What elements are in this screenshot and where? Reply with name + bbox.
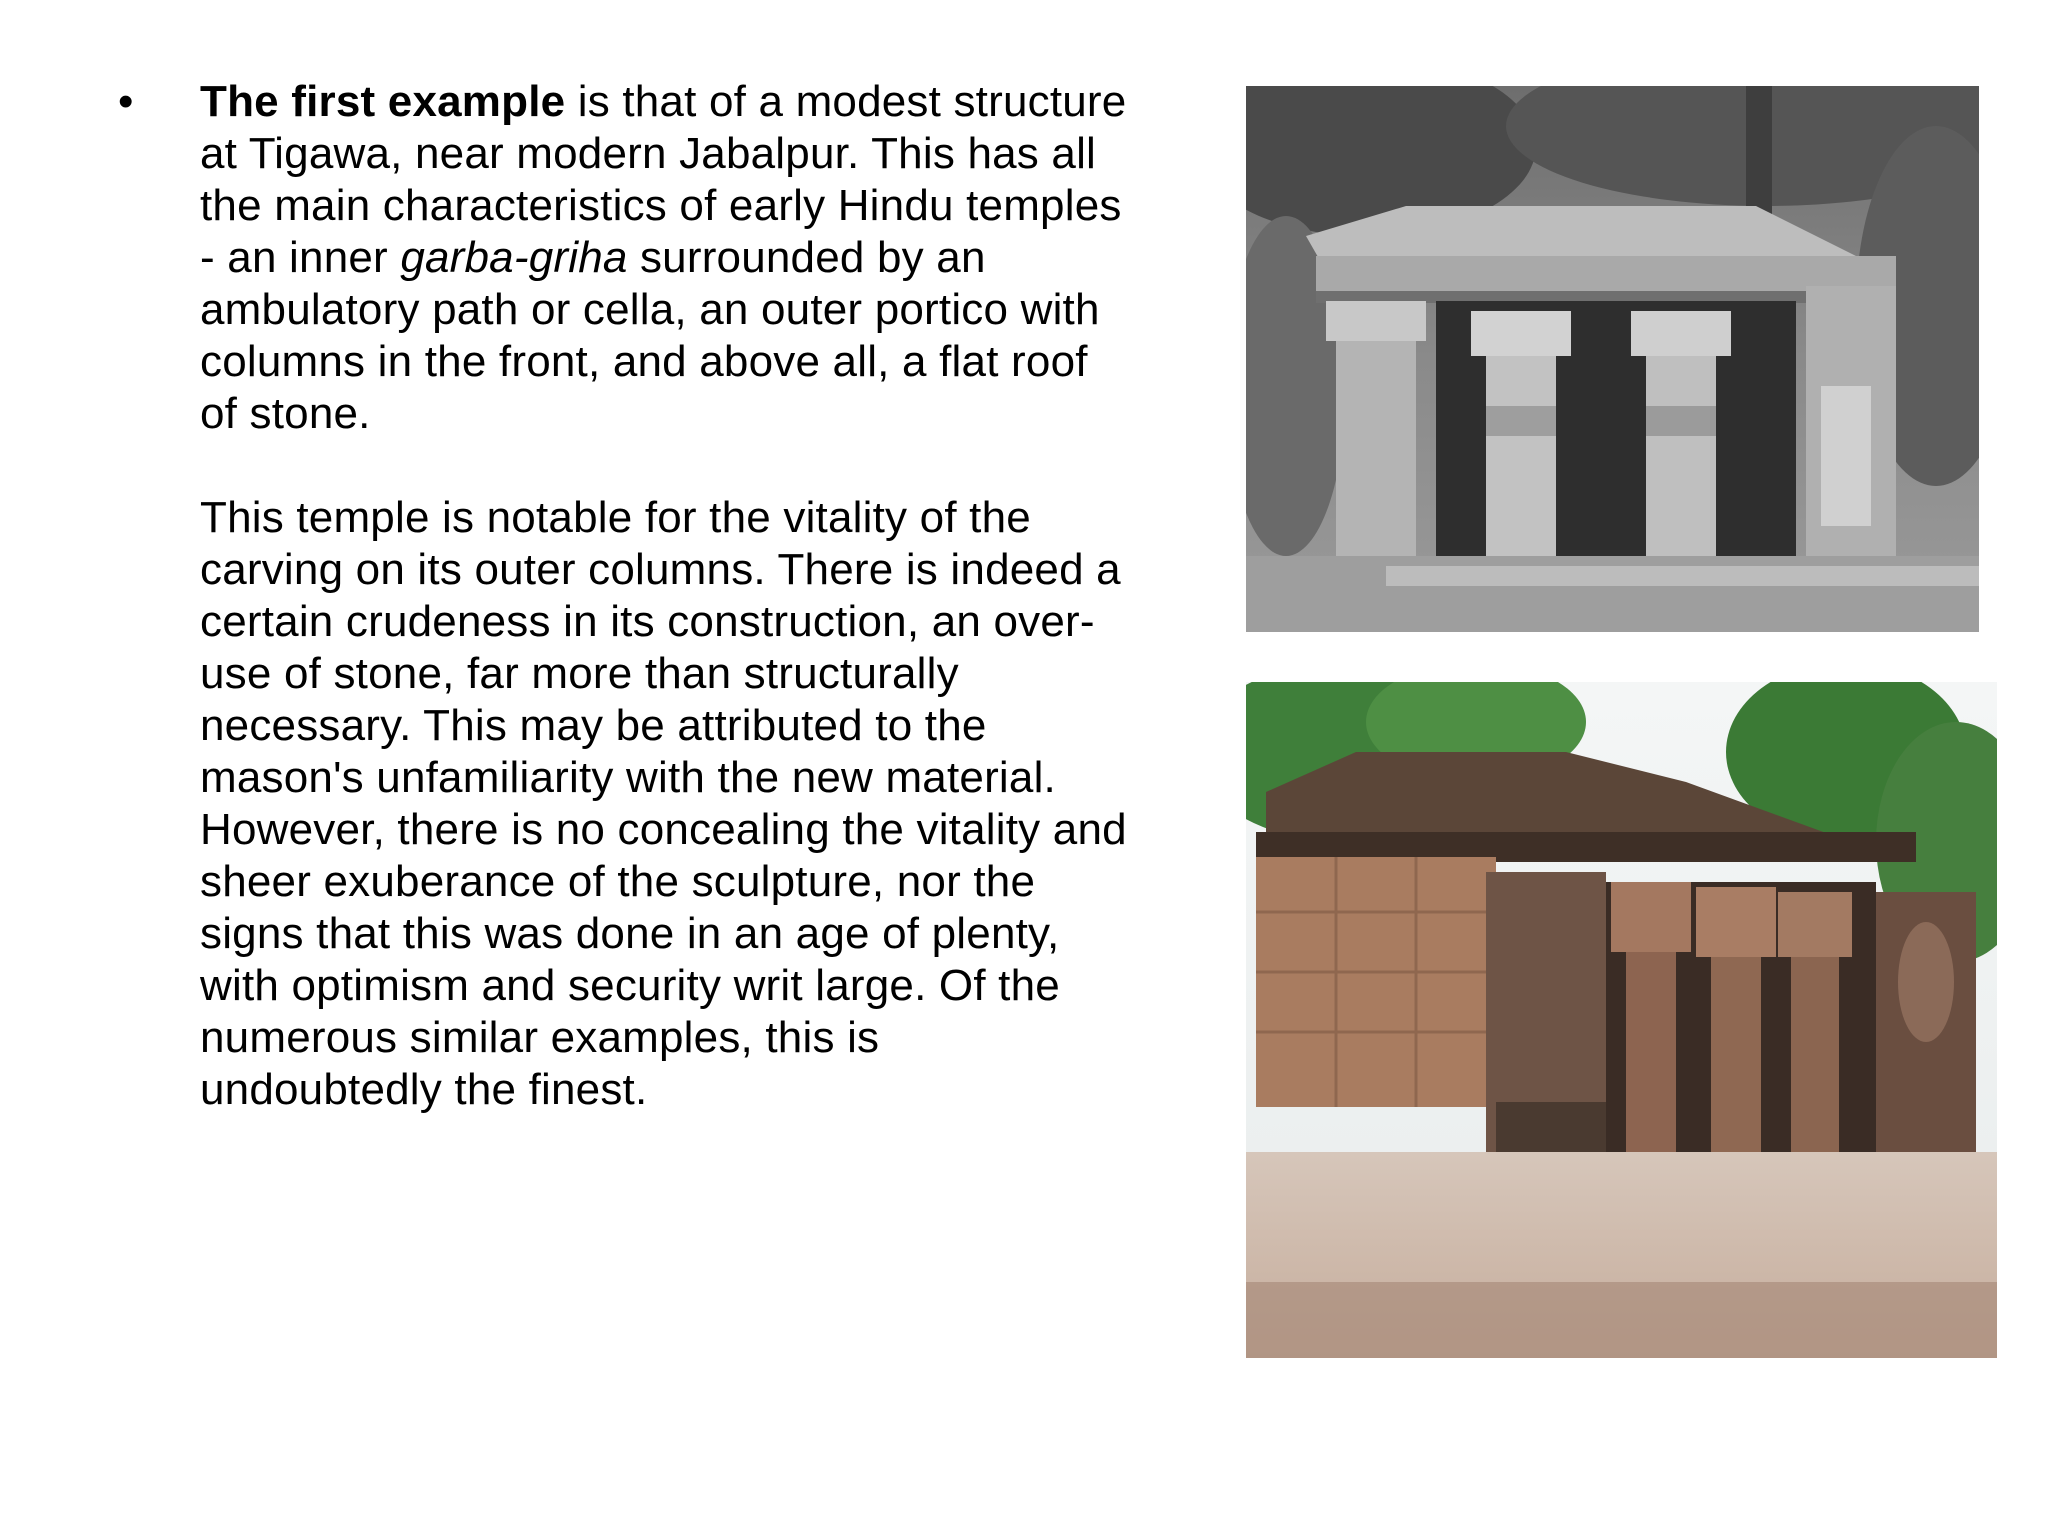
bullet-marker: •	[118, 77, 134, 126]
text-line	[200, 232, 1240, 284]
text-line: certain crudeness in its construction, an over-	[200, 597, 1095, 646]
paragraph-gap	[200, 440, 1240, 492]
text-line: the main characteristics of early Hindu temples	[200, 181, 1122, 230]
text-line: This temple is notable for the vitality of the	[200, 493, 1031, 542]
temple-photo-bw-drawing	[1246, 86, 1979, 632]
text-line: undoubtedly the finest.	[200, 1065, 648, 1114]
body-text	[200, 76, 1240, 1116]
text-line: However, there is no concealing the vitality and	[200, 805, 1127, 854]
text-line: mason's unfamiliarity with the new material.	[200, 753, 1056, 802]
text-span: is that of a modest structure	[565, 77, 1127, 126]
text-line: columns in the front, and above all, a flat roof	[200, 337, 1088, 386]
italic-term: garba-griha	[400, 233, 628, 282]
text-line: carving on its outer columns. There is indeed a	[200, 545, 1121, 594]
text-line: with optimism and security writ large. Of the	[200, 961, 1060, 1010]
text-line	[200, 76, 1240, 128]
text-line: of stone.	[200, 389, 371, 438]
text-line: signs that this was done in an age of plenty,	[200, 909, 1060, 958]
temple-photo-color-drawing	[1246, 682, 1997, 1358]
temple-photo-color	[1246, 682, 1997, 1358]
text-span: surrounded by an	[627, 233, 986, 282]
text-line: numerous similar examples, this is	[200, 1013, 880, 1062]
lead-phrase: The first example	[200, 77, 566, 126]
text-span: - an inner	[200, 233, 401, 282]
temple-photo-bw	[1246, 86, 1979, 632]
text-line: use of stone, far more than structurally	[200, 649, 959, 698]
text-line: necessary. This may be attributed to the	[200, 701, 987, 750]
text-line: at Tigawa, near modern Jabalpur. This has all	[200, 129, 1097, 178]
text-line: ambulatory path or cella, an outer portico with	[200, 285, 1100, 334]
text-line: sheer exuberance of the sculpture, nor the	[200, 857, 1036, 906]
